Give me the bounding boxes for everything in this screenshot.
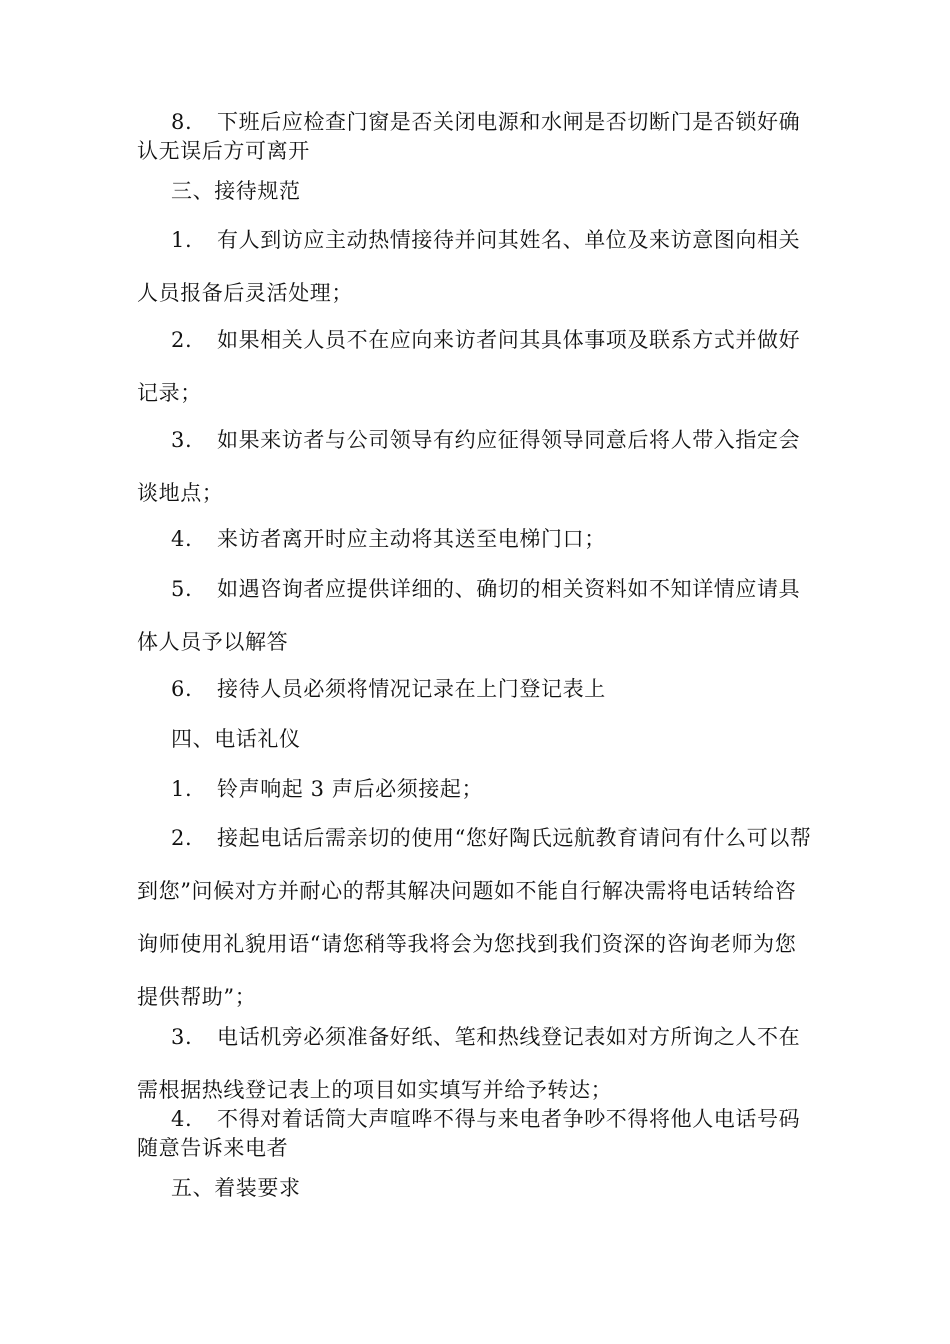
paragraph-text: 不得对着话筒大声喧哗不得与来电者争吵不得将他人电话号码随意告诉来电者	[137, 1107, 801, 1160]
item-number: 3.	[171, 1025, 193, 1049]
paragraph-reception-3	[137, 414, 817, 520]
item-number: 6.	[171, 677, 193, 701]
paragraph-reception-1	[137, 214, 817, 320]
paragraph-phone-1	[137, 763, 817, 816]
heading-text: 四、电话礼仪	[171, 727, 301, 751]
heading-text: 五、着装要求	[171, 1176, 301, 1200]
paragraph-text: 铃声响起 3 声后必须接起；	[217, 777, 484, 801]
item-number: 4.	[171, 527, 193, 551]
paragraph-text: 接待人员必须将情况记录在上门登记表上	[217, 677, 606, 701]
heading-text: 三、接待规范	[171, 179, 301, 203]
item-number: 4.	[171, 1107, 193, 1131]
item-number: 8.	[171, 110, 193, 134]
paragraph-reception-5	[137, 563, 817, 669]
paragraph-reception-2	[137, 314, 817, 420]
section-heading-reception	[137, 178, 817, 204]
paragraph-phone-3	[137, 1011, 817, 1117]
paragraph-text: 来访者离开时应主动将其送至电梯门口；	[217, 527, 606, 551]
paragraph-phone-4	[137, 1105, 817, 1163]
item-number: 1.	[171, 777, 193, 801]
item-number: 2.	[171, 328, 193, 352]
paragraph-item-8	[137, 108, 817, 166]
paragraph-phone-2	[137, 812, 817, 1024]
paragraph-text: 如遇咨询者应提供详细的、确切的相关资料如不知详情应请具体人员予以解答	[137, 577, 801, 654]
paragraph-reception-4	[137, 513, 817, 566]
paragraph-text: 有人到访应主动热情接待并问其姓名、单位及来访意图向相关人员报备后灵活处理；	[137, 228, 801, 305]
paragraph-text: 电话机旁必须准备好纸、笔和热线登记表如对方所询之人不在需根据热线登记表上的项目如实填写并给予转达；	[137, 1025, 801, 1102]
paragraph-text: 下班后应检查门窗是否关闭电源和水闸是否切断门是否锁好确认无误后方可离开	[137, 110, 801, 163]
paragraph-text: 接起电话后需亲切的使用“您好陶氏远航教育请问有什么可以帮到您”问候对方并耐心的帮其解决问题如不能自行解决需将电话转给咨询师使用礼貌用语“请您稍等我将会为您找到我们资深的咨询老师为您提供帮助”；	[137, 826, 812, 1009]
item-number: 5.	[171, 577, 193, 601]
item-number: 1.	[171, 228, 193, 252]
section-heading-dress-code	[137, 1175, 817, 1201]
item-number: 2.	[171, 826, 193, 850]
section-heading-phone-etiquette	[137, 713, 817, 766]
paragraph-reception-6	[137, 663, 817, 716]
paragraph-text: 如果来访者与公司领导有约应征得领导同意后将人带入指定会谈地点；	[137, 428, 801, 505]
paragraph-text: 如果相关人员不在应向来访者问其具体事项及联系方式并做好记录；	[137, 328, 801, 405]
item-number: 3.	[171, 428, 193, 452]
